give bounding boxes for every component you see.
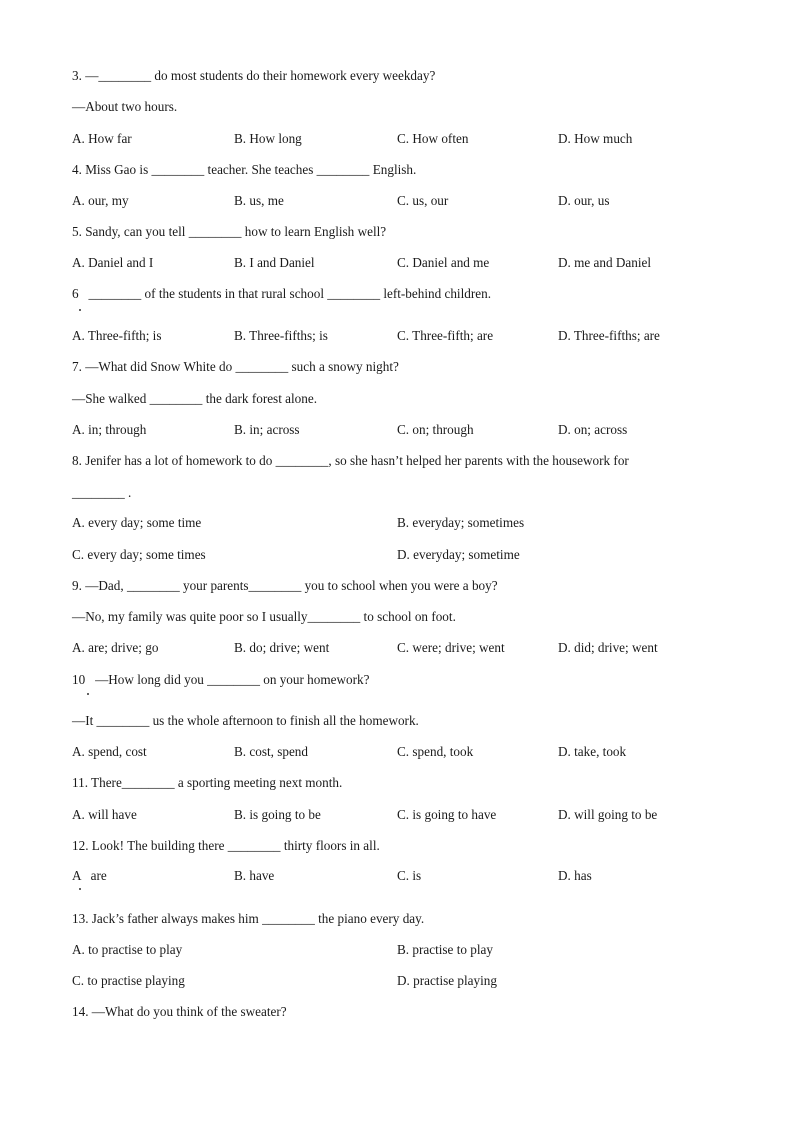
question-3-stem: 3. —________ do most students do their homework every weekday? — [72, 68, 436, 83]
question-4-option-b: B. us, me — [234, 193, 284, 208]
question-12-option-b: B. have — [234, 868, 275, 883]
question-3-option-a: A. How far — [72, 131, 132, 146]
question-9-answer-line: —No, my family was quite poor so I usually________ to school on foot. — [72, 609, 456, 624]
question-13-option-d: D. practise playing — [397, 973, 497, 988]
question-8-stem-continued: ________ . — [72, 485, 132, 500]
question-10-option-d: D. take, took — [558, 744, 627, 759]
question-11-stem: 11. There________ a sporting meeting next month. — [72, 775, 343, 790]
question-10-answer-line: —It ________ us the whole afternoon to finish all the homework. — [72, 713, 419, 728]
question-5-option-d: D. me and Daniel — [558, 255, 652, 270]
question-6-option-d: D. Three-fifths; are — [558, 328, 660, 343]
stray-dot-mark — [79, 888, 81, 890]
question-3-option-c: C. How often — [397, 131, 469, 146]
question-10-option-c: C. spend, took — [397, 744, 474, 759]
question-10-option-a: A. spend, cost — [72, 744, 147, 759]
question-8-option-d: D. everyday; sometime — [397, 547, 520, 562]
question-12-stem: 12. Look! The building there ________ thirty floors in all. — [72, 838, 380, 853]
question-13-option-b: B. practise to play — [397, 942, 493, 957]
question-3-answer-line: —About two hours. — [72, 99, 178, 114]
question-6-option-c: C. Three-fifth; are — [397, 328, 494, 343]
stray-dot-mark — [87, 693, 89, 695]
question-13-stem: 13. Jack’s father always makes him ________ the piano every day. — [72, 911, 425, 926]
question-8-stem: 8. Jenifer has a lot of homework to do ________, so she hasn’t helped her parents with the housework for — [72, 453, 629, 468]
question-9-option-c: C. were; drive; went — [397, 640, 505, 655]
question-4-stem: 4. Miss Gao is ________ teacher. She teaches ________ English. — [72, 162, 417, 177]
stray-dot-mark — [79, 309, 81, 311]
question-12-option-c: C. is — [397, 868, 422, 883]
question-4-option-a: A. our, my — [72, 193, 129, 208]
question-12-option-a: A are — [72, 868, 107, 883]
question-4-option-d: D. our, us — [558, 193, 610, 208]
question-11-option-a: A. will have — [72, 807, 137, 822]
question-9-option-a: A. are; drive; go — [72, 640, 159, 655]
question-11-option-b: B. is going to be — [234, 807, 321, 822]
question-7-stem: 7. —What did Snow White do ________ such a snowy night? — [72, 359, 399, 374]
question-5-stem: 5. Sandy, can you tell ________ how to learn English well? — [72, 224, 387, 239]
question-9-stem: 9. —Dad, ________ your parents________ you to school when you were a boy? — [72, 578, 498, 593]
question-5-option-b: B. I and Daniel — [234, 255, 315, 270]
question-7-option-c: C. on; through — [397, 422, 474, 437]
question-9-option-b: B. do; drive; went — [234, 640, 330, 655]
question-5-option-a: A. Daniel and I — [72, 255, 154, 270]
question-9-option-d: D. did; drive; went — [558, 640, 658, 655]
question-8-option-b: B. everyday; sometimes — [397, 515, 525, 530]
question-7-option-a: A. in; through — [72, 422, 147, 437]
question-5-option-c: C. Daniel and me — [397, 255, 490, 270]
question-13-option-c: C. to practise playing — [72, 973, 185, 988]
question-7-option-d: D. on; across — [558, 422, 628, 437]
question-6-stem: 6 ________ of the students in that rural school ________ left-behind children. — [72, 286, 491, 301]
question-10-stem: 10 —How long did you ________ on your homework? — [72, 672, 370, 687]
question-6-option-a: A. Three-fifth; is — [72, 328, 162, 343]
question-13-option-a: A. to practise to play — [72, 942, 183, 957]
question-4-option-c: C. us, our — [397, 193, 449, 208]
question-10-option-b: B. cost, spend — [234, 744, 308, 759]
question-12-option-d: D. has — [558, 868, 592, 883]
question-7-option-b: B. in; across — [234, 422, 300, 437]
question-3-option-b: B. How long — [234, 131, 302, 146]
question-11-option-d: D. will going to be — [558, 807, 658, 822]
question-8-option-c: C. every day; some times — [72, 547, 206, 562]
question-14-stem: 14. —What do you think of the sweater? — [72, 1004, 287, 1019]
question-11-option-c: C. is going to have — [397, 807, 497, 822]
question-6-option-b: B. Three-fifths; is — [234, 328, 328, 343]
question-8-option-a: A. every day; some time — [72, 515, 202, 530]
question-3-option-d: D. How much — [558, 131, 633, 146]
question-7-answer-line: —She walked ________ the dark forest alone. — [72, 391, 318, 406]
